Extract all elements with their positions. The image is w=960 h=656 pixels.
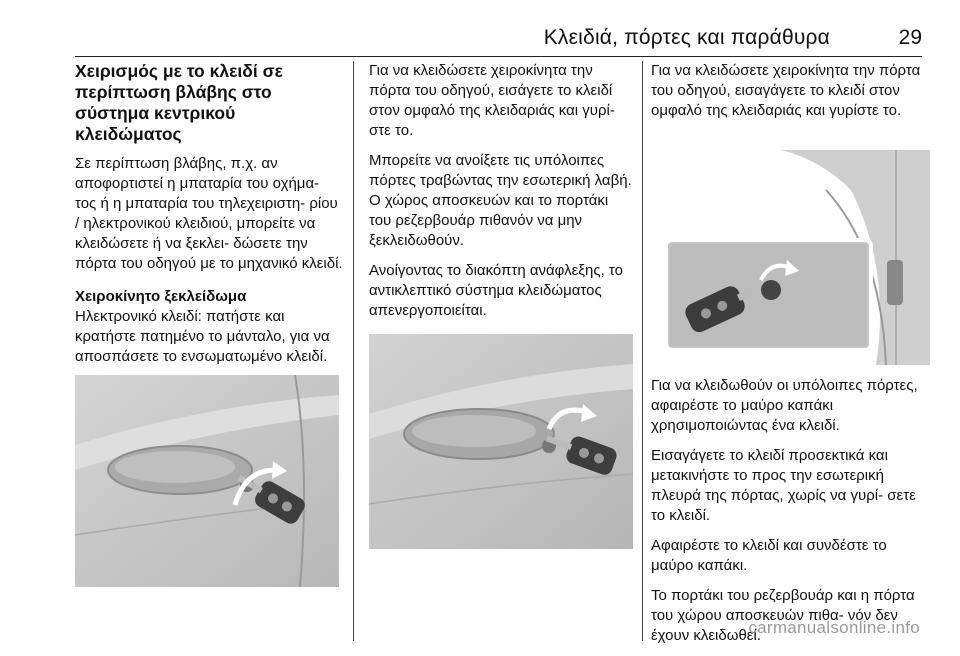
column-middle — [369, 61, 634, 354]
intro-paragraph: Σε περίπτωση βλάβης, π.χ. αν αποφορτιστεί η μπαταρία του οχήμα- τος ή η μπαταρία του τηλεχειριστη- ρίου / ηλεκτρονικού κλειδιού, μπορείτε να κλειδώσετε ή να ξεκλει- δώσετε την πόρτα του οδηγού με το μηχανικό κλειδί. — [75, 155, 343, 272]
paragraph-lock-driver-door-alt: Για να κλειδώσετε χειροκίνητα την πόρτα του οδηγού, εισαγάγετε το κλειδί στον ομφαλό της κλειδαριάς και γυρίστε το. — [651, 62, 921, 119]
section-heading: Χειρισμός με το κλειδί σε περίπτωση βλάβης στο σύστημα κεντρικού κλειδώματος — [75, 61, 283, 144]
paragraph-remove-cap: Για να κλειδωθούν οι υπόλοιπες πόρτες, αφαιρέστε το μαύρο καπάκι χρησιμοποιώντας ένα κλειδί. — [651, 377, 918, 434]
paragraph-fuel-flap: Το πορτάκι του ρεζερβουάρ και η πόρτα του χώρου αποσκευών πιθα- νόν δεν έχουν κλειδωθεί. — [651, 587, 915, 644]
paragraph-refit-cap: Αφαιρέστε το κλειδί και συνδέστε το μαύρο καπάκι. — [651, 537, 887, 574]
body-paragraph: Ηλεκτρονικό κλειδί: πατήστε και κρατήστε πατημένο το μάνταλο, για να αποσπάσετε το ενσωματωμένο κλειδί. — [75, 308, 330, 365]
watermark-text: carmanualsonline.info — [748, 618, 920, 637]
paragraph-lock-driver-door: Για να κλειδώσετε χειροκίνητα την πόρτα του οδηγού, εισάγετε το κλειδί στον ομφαλό της κλειδαριάς και γυρί- στε το. — [369, 62, 615, 139]
column-divider — [353, 61, 354, 641]
column-left — [75, 61, 343, 377]
subheading-manual-unlock: Χειροκίνητο ξεκλείδωμα — [75, 288, 247, 305]
page-number: 29 — [898, 26, 922, 49]
column-divider — [642, 61, 643, 641]
section-title: Κλειδιά, πόρτες και παράθυρα — [543, 26, 830, 49]
column-right — [651, 61, 931, 131]
illustration-door-cap — [651, 150, 930, 365]
column-right-lower — [651, 376, 931, 656]
paragraph-ignition: Ανοίγοντας το διακόπτη ανάφλεξης, το αντικλεπτικό σύστημα κλειδώματος απενεργοποιείται. — [369, 262, 623, 319]
paragraph-other-doors: Μπορείτε να ανοίξετε τις υπόλοιπες πόρτες τραβώντας την εσωτερική λαβή. Ο χώρος αποσκευών και το πορτάκι του ρεζερβουάρ πιθανόν να μην ξεκλειδωθούν. — [369, 152, 632, 249]
illustration-key-unlock — [75, 375, 339, 587]
illustration-key-lock — [369, 334, 633, 549]
paragraph-insert-key: Εισαγάγετε το κλειδί προσεκτικά και μετακινήστε το προς την εσωτερική πλευρά της πόρτας, χωρίς να γυρί- σετε το κλειδί. — [651, 447, 916, 524]
page-header — [75, 22, 922, 57]
